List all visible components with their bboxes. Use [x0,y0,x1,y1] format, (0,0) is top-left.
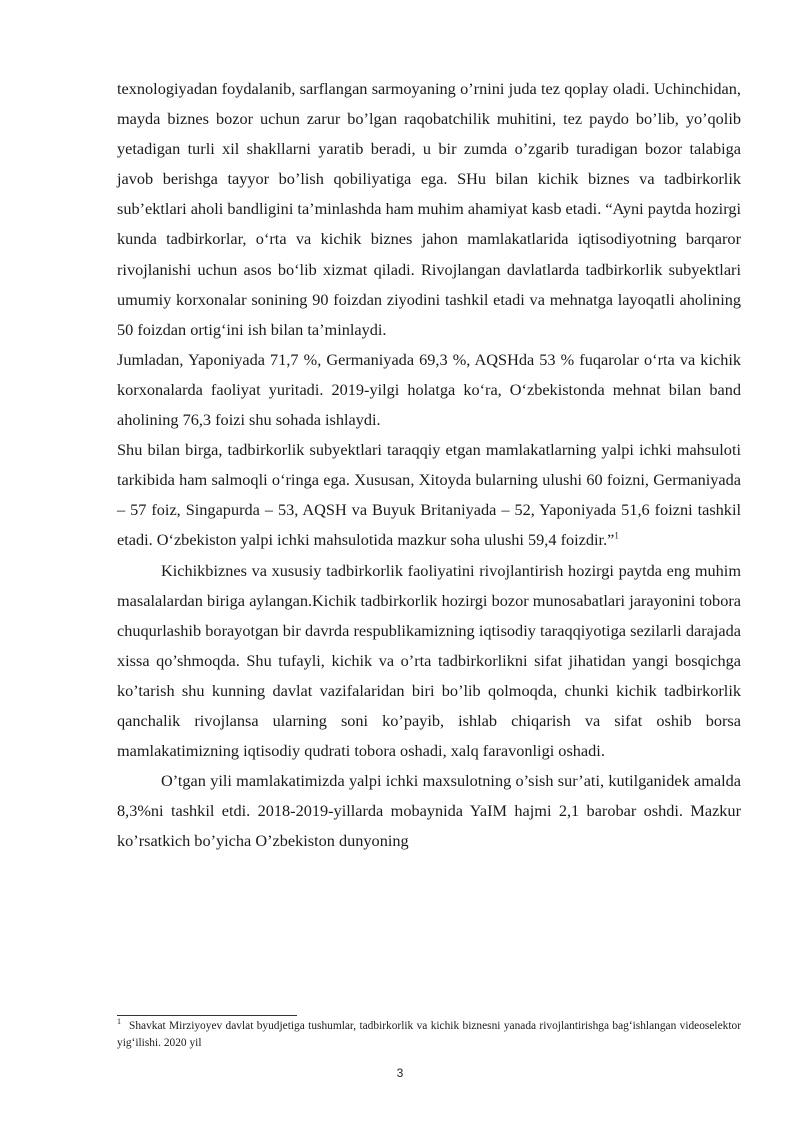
body-text [117,74,741,856]
paragraph-1: texnologiyadan foydalanib, sarflangan sarmoyaning o’rnini juda tez qoplay oladi. Uchinchidan, mayda biznes bozor uchun zarur bo’lgan raqobatchilik muhitini, tez paydo bo’lib, yo’qolib yetadigan turli xil shakllarni yaratib beradi, u bir zumda o’zgarib turadigan bozor talabiga javob berishga tayyor bo’lish qobiliyatiga ega. SHu bilan kichik biznes va tadbirkorlik sub’ektlari aholi bandligini ta’minlashda ham muhim ahamiyat kasb etadi. “Ayni paytda hozirgi kunda tadbirkorlar, o‘rta va kichik biznes jahon mamlakatlarida iqtisodiyotning barqaror rivojlanishi uchun asos bo‘lib xizmat qiladi. Rivojlangan davlatlarda tadbirkorlik subyektlari umumiy korxonalar sonining 90 foizdan ziyodini tashkil etadi va mehnatga layoqatli aholining 50 foizdan ortig‘ini ish bilan ta’minlaydi. [117,79,741,339]
footnote-reference[interactable]: 1 [614,530,619,541]
footnote-text: Shavkat Mirziyoyev davlat byudjetiga tushumlar, tadbirkorlik va kichik biznesni yanada rivojlantirishga bag‘ishlangan videoselektor yig‘ilishi. 2020 yil [117,1020,741,1049]
footnote [117,1018,741,1052]
paragraph-3 [117,435,741,555]
footnote-mark: 1 [117,1017,121,1027]
paragraph-2: Jumladan, Yaponiyada 71,7 %, Germaniyada 69,3 %, AQSHda 53 % fuqarolar o‘rta va kichik korxonalarda faoliyat yuritadi. 2019-yilgi holatga ko‘ra, O‘zbekistonda mehnat bilan band aholining 76,3 foizi shu sohada ishlaydi. [117,349,741,430]
paragraph-3-text: Shu bilan birga, tadbirkorlik subyektlari taraqqiy etgan mamlakatlarning yalpi ichki mahsuloti tarkibida ham salmoqli o‘ringa ega. Xususan, Xitoyda bularning ulushi 60 foizni, Germaniyada – 57 foiz, Singapurda – 53, AQSH va Buyuk Britaniyada – 52, Yaponiyada 51,6 foizni tashkil etadi. O‘zbekiston yalpi ichki mahsulotida mazkur soha ulushi 59,4 foizdir.” [117,440,741,550]
footnote-separator [117,1015,297,1016]
page-number: 3 [396,1066,404,1080]
paragraph-5: O’tgan yili mamlakatimizda yalpi ichki maxsulotning o’sish sur’ati, kutilganidek amalda 8,3%ni tashkil etdi. 2018-2019-yillarda mobaynida YaIM hajmi 2,1 barobar oshdi. Mazkur ko’rsatkich bo’yicha O’zbekiston dunyoning [117,771,741,851]
paragraph-4: Kichikbiznes va xususiy tadbirkorlik faoliyatini rivojlantirish hozirgi paytda eng muhim masalalardan biriga aylangan.Kichik tadbirkorlik hozirgi bozor munosabatlari jarayonini tobora chuqurlashib borayotgan bir davrda respublikamizning iqtisodiy taraqqiyotiga sezilarli darajada xissa qo’shmoqda. Shu tufayli, kichik va o’rta tadbirkorlikni sifat jihatidan yangi bosqichga ko’tarish shu kunning davlat vazifalaridan biri bo’lib qolmoqda, chunki kichik tadbirkorlik qanchalik rivojlansa ularning soni ko’payib, ishlab chiqarish va sifat oshib borsa mamlakatimizning iqtisodiy qudrati tobora oshadi, xalq faravonligi oshadi. [117,560,741,761]
